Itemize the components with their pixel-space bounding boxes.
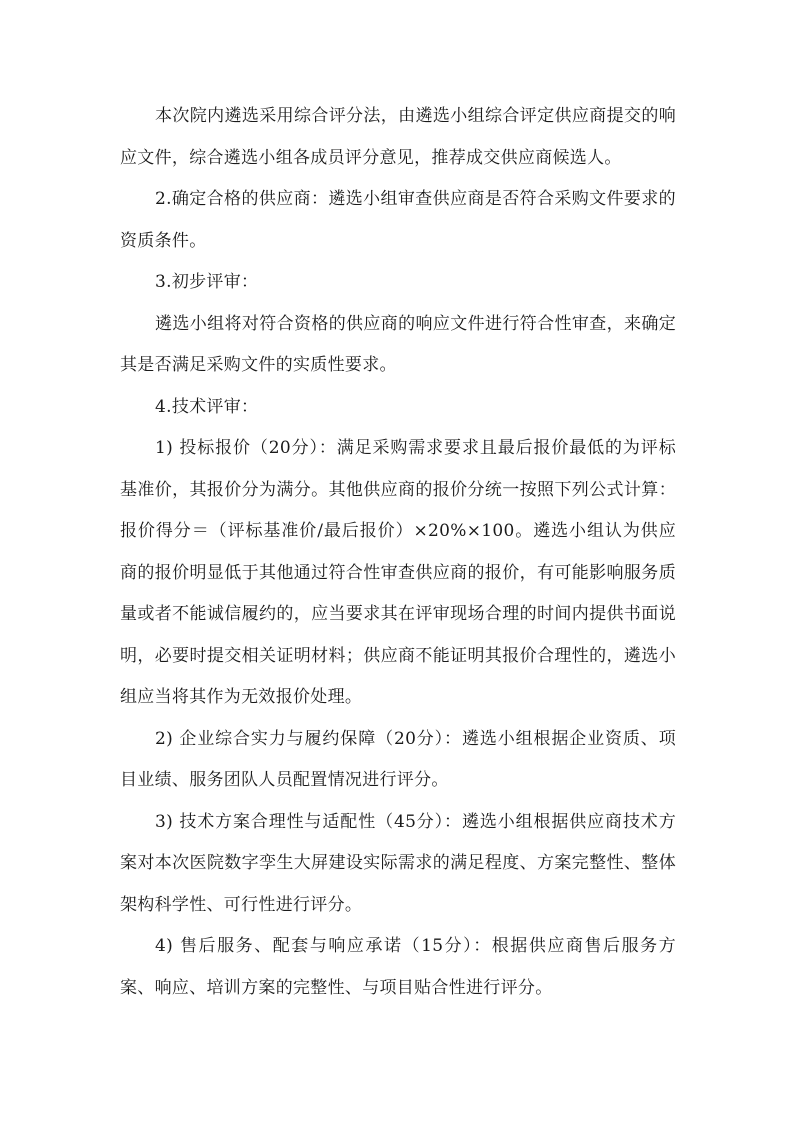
paragraph-after-sales: 4) 售后服务、配套与响应承诺（15分）：根据供应商售后服务方案、响应、培训方案的完整性、与项目贴合性进行评分。 bbox=[120, 936, 676, 998]
heading-preliminary-review: 3.初步评审： bbox=[155, 272, 259, 292]
paragraph-qualified-supplier: 2.确定合格的供应商：遴选小组审查供应商是否符合采购文件要求的资质条件。 bbox=[120, 189, 676, 251]
paragraph-bid-price: 1) 投标报价（20分）：满足采购需求要求且最后报价最低的为评标基准价，其报价分为满分。其他供应商的报价分统一按照下列公式计算：报价得分＝（评标基准价/最后报价）×20%×100。遴选小组认为供应商的报价明显低于其他通过符合性审查供应商的报价，有可能影响服务质量或者不能诚信履约的，应当要求其在评审现场合理的时间内提供书面说明，必要时提交相关证明材料；供应商不能证明其报价合理性的，遴选小组应当将其作为无效报价处理。 bbox=[120, 438, 676, 707]
paragraph-preliminary-review: 遴选小组将对符合资格的供应商的响应文件进行符合性审查，来确定其是否满足采购文件的实质性要求。 bbox=[120, 313, 676, 375]
heading-technical-review: 4.技术评审： bbox=[155, 396, 259, 417]
paragraph-technical-plan: 3) 技术方案合理性与适配性（45分）：遴选小组根据供应商技术方案对本次医院数字孪生大屏建设实际需求的满足程度、方案完整性、整体架构科学性、可行性进行评分。 bbox=[120, 811, 676, 915]
paragraph-company-strength: 2) 企业综合实力与履约保障（20分）：遴选小组根据企业资质、项目业绩、服务团队人员配置情况进行评分。 bbox=[120, 728, 676, 790]
document-body bbox=[120, 96, 676, 1009]
paragraph-evaluation-method: 本次院内遴选采用综合评分法，由遴选小组综合评定供应商提交的响应文件，综合遴选小组各成员评分意见，推荐成交供应商候选人。 bbox=[120, 106, 676, 168]
